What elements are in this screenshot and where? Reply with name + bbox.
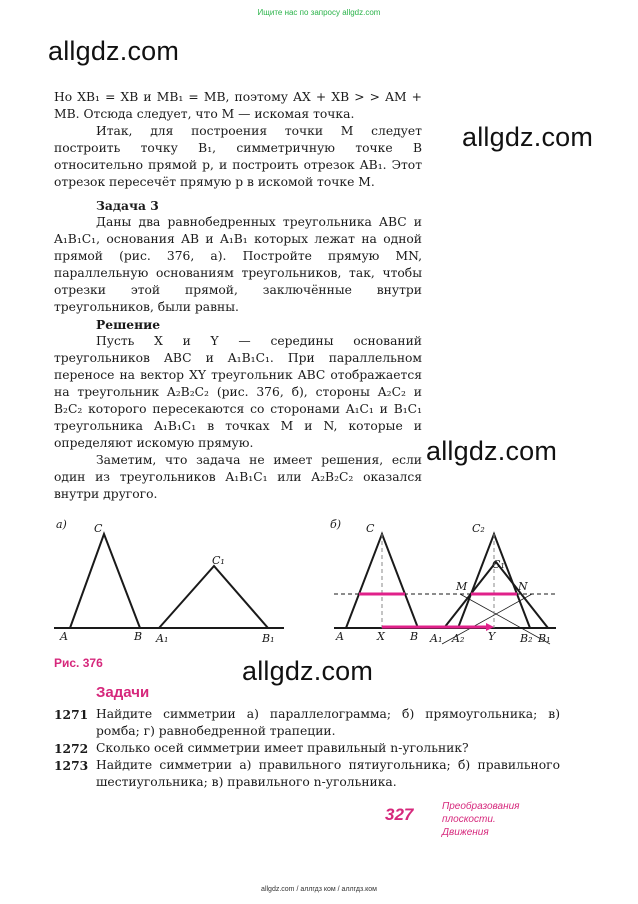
- label-b-A: A: [336, 630, 344, 643]
- solution-title: Решение: [96, 317, 161, 332]
- paragraph: Итак, для построения точки M следует построить точку B₁, симметричную точке B относительно прямой p, и построить отрезок AB₁. Этот отрезок пересечёт прямую p в искомой точке M.: [54, 124, 422, 189]
- top-note: Ищите нас по запросу allgdz.com: [257, 8, 381, 17]
- watermark: allgdz.com: [242, 656, 374, 686]
- exercise-text: Найдите симметрии а) параллелограмма; б) прямоугольника; в) ромба; г) равнобедренной трапеции.: [96, 707, 560, 738]
- main-text: [54, 89, 422, 503]
- label-b-N: N: [518, 580, 528, 593]
- label-b-C1: C₁: [492, 558, 505, 571]
- figure-label-b: б): [330, 518, 342, 531]
- figure-376: [54, 518, 564, 650]
- exercise-list: [54, 706, 560, 791]
- label-a-A1: A₁: [156, 632, 169, 645]
- label-a-B: B: [134, 630, 143, 643]
- exercises-title: Задачи: [96, 684, 150, 701]
- label-b-X: X: [377, 630, 385, 643]
- figure-caption: Рис. 376: [54, 656, 103, 670]
- chapter-title-line: Преобразования: [442, 801, 520, 812]
- exercise-text: Сколько осей симметрии имеет правильный n-угольник?: [96, 741, 469, 755]
- chapter-title-line: Движения: [442, 827, 489, 838]
- exercise-item: [54, 706, 560, 740]
- label-b-B2: B₂: [520, 632, 533, 645]
- footer: allgdz.com / аллгдз ком / аллгдз.ком: [261, 886, 377, 893]
- chapter-title-line: плоскости.: [442, 814, 496, 825]
- label-a-C1: C₁: [212, 554, 225, 567]
- paragraph: Пусть X и Y — середины оснований треугольников ABC и A₁B₁C₁. При параллельном переносе на вектор XY треугольник ABC отображается на треугольник A₂B₂C₂ (рис. 376, б), стороны A₂C₂ и B₂C₂ которого пересекаются со сторонами A₁C₁ и B₁C₁ треугольника A₁B₁C₁ в точках M и N, которые и определяют искомую прямую.: [54, 334, 422, 450]
- page-number: 327: [385, 805, 414, 824]
- exercise-item: [54, 740, 560, 757]
- label-a-B1: B₁: [262, 632, 275, 645]
- label-a-C: C: [94, 522, 103, 535]
- label-b-M: M: [456, 580, 468, 593]
- label-a-A: A: [60, 630, 68, 643]
- paragraph: Даны два равнобедренных треугольника ABC и A₁B₁C₁, основания AB и A₁B₁ которых лежат на одной прямой (рис. 376, а). Постройте прямую MN, параллельную основаниям треугольников, так, чтобы отрезки этой прямой, заключённые внутри треугольников, были равны.: [54, 215, 422, 314]
- exercise-text: Найдите симметрии а) правильного пятиугольника; б) правильного шестиугольника; в) правильного n-угольника.: [96, 758, 560, 789]
- label-b-Y: Y: [488, 630, 496, 643]
- label-b-B: B: [410, 630, 419, 643]
- paragraph: Но XB₁ = XB и MB₁ = MB, поэтому AX + XB > > AM + MB. Отсюда следует, что M — искомая точка.: [54, 90, 422, 121]
- figure-label-a: а): [56, 518, 67, 531]
- label-b-A2: A₂: [452, 632, 465, 645]
- paragraph: Заметим, что задача не имеет решения, если один из треугольников A₁B₁C₁ или A₂B₂C₂ оказался внутри другого.: [54, 453, 422, 501]
- watermark: allgdz.com: [462, 122, 594, 152]
- label-b-B1: B₁: [538, 632, 551, 645]
- exercise-number: 1272: [54, 741, 89, 756]
- exercise-number: 1273: [54, 758, 89, 773]
- exercise-number: 1271: [54, 707, 89, 722]
- label-b-C2: C₂: [472, 522, 485, 535]
- chapter-title: [442, 800, 552, 839]
- watermark: allgdz.com: [426, 436, 558, 466]
- label-b-A1: A₁: [430, 632, 443, 645]
- exercise-item: [54, 757, 560, 791]
- task-title: Задача 3: [96, 198, 159, 213]
- watermark: allgdz.com: [48, 36, 180, 66]
- label-b-C: C: [366, 522, 375, 535]
